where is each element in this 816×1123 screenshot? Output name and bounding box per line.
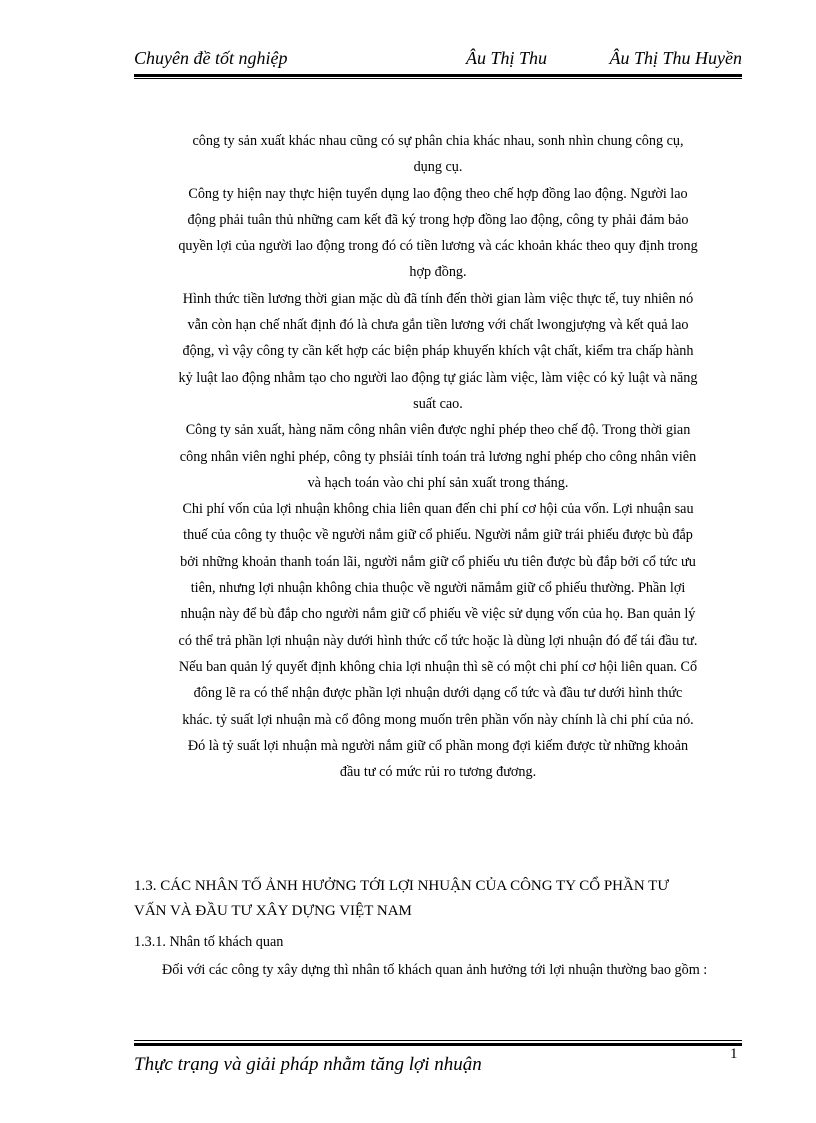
paragraph: Chi phí vốn của lợi nhuận không chia liên quan đến chi phí cơ hội của vốn. Lợi nhuận sau thuế của công ty thuộc về người nắm giữ cổ phiếu. Người nắm giữ trái phiếu được bù đắp bởi những khoản thanh toán lãi, người nắm giữ cổ phiếu ưu tiên được bù đắp bởi cổ tức ưu tiên, nhưng lợi nhuận không chia thuộc về người nămắm giữ cổ phiếu thường. Phần lợi nhuận này để bù đắp cho người nắm giữ cổ phiếu về việc sử dụng vốn của họ. Ban quản lý có thể trả phần lợi nhuận này dưới hình thức cổ tức hoặc là dùng lợi nhuận đó để tái đầu tư. Nếu ban quản lý quyết định không chia lợi nhuận thì sẽ có một chi phí cơ hội liên quan. Cổ đông lẽ ra có thể nhận được phần lợi nhuận dưới dạng cổ tức và đầu tư dưới hình thức khác. tỷ suất lợi nhuận mà cổ đông mong muốn trên phần vốn này chính là chi phí của nó. Đó là tỷ suất lợi nhuận mà người nắm giữ cổ phần mong đợi kiếm được từ những khoản đầu tư có mức rủi ro tương đương. (178, 501, 698, 781)
header-rule-thick (134, 74, 742, 77)
header-document-type: Chuyên đề tốt nghiệp (134, 48, 288, 68)
paragraph: Hình thức tiền lương thời gian mặc dù đã tính đến thời gian làm việc thực tế, tuy nhiên nó vẫn còn hạn chế nhất định đó là chưa gắn tiền lương với chất lwongjượng và kết quả lao động, vì vậy công ty cần kết hợp các biện pháp khuyến khích vật chất, kiểm tra chấp hành kỷ luật lao động nhằm tạo cho người lao động tự giác làm việc, làm việc có kỷ luật và năng suất cao. (178, 290, 698, 412)
footer-rule-thick (134, 1043, 742, 1046)
body-content (134, 128, 742, 785)
section-heading: 1.3. CÁC NHÂN TỐ ẢNH HƯỞNG TỚI LỢI NHUẬN CỦA CÔNG TY CỔ PHẦN TƯ VẤN VÀ ĐẦU TƯ XÂY DỰNG VIỆT NAM (134, 878, 669, 919)
page-number: 1 (730, 1046, 738, 1062)
subsection-heading: 1.3.1. Nhân tố khách quan (134, 934, 284, 950)
body-paragraph: Đối với các công ty xây dựng thì nhân tố khách quan ảnh hưởng tới lợi nhuận thường bao gồm : (162, 962, 708, 978)
paragraph: công ty sản xuất khác nhau cũng có sự phân chia khác nhau, sonh nhìn chung công cụ, dụng cụ. (192, 133, 684, 176)
footer-rule-thin (134, 1040, 742, 1041)
header-author-short: Âu Thị Thu (466, 48, 548, 68)
footer-title: Thực trạng và giải pháp nhằm tăng lợi nhuận (134, 1054, 482, 1075)
paragraph: Công ty sản xuất, hàng năm công nhân viên được nghỉ phép theo chế độ. Trong thời gian công nhân viên nghỉ phép, công ty phsỉải tính toán trả lương nghỉ phép cho công nhân viên và hạch toán vào chi phí sản xuất trong tháng. (179, 422, 697, 491)
page-header (134, 44, 742, 72)
paragraph: Công ty hiện nay thực hiện tuyển dụng lao động theo chế hợp đồng lao động. Người lao động phải tuân thủ những cam kết đã ký trong hợp đồng lao động, công ty phải đảm bảo quyền lợi của người lao động trong đó có tiền lương và các khoản khác theo quy định trong hợp đồng. (178, 185, 698, 281)
header-rule-thin (134, 78, 742, 79)
header-author-full: Âu Thị Thu Huyền (609, 48, 742, 68)
